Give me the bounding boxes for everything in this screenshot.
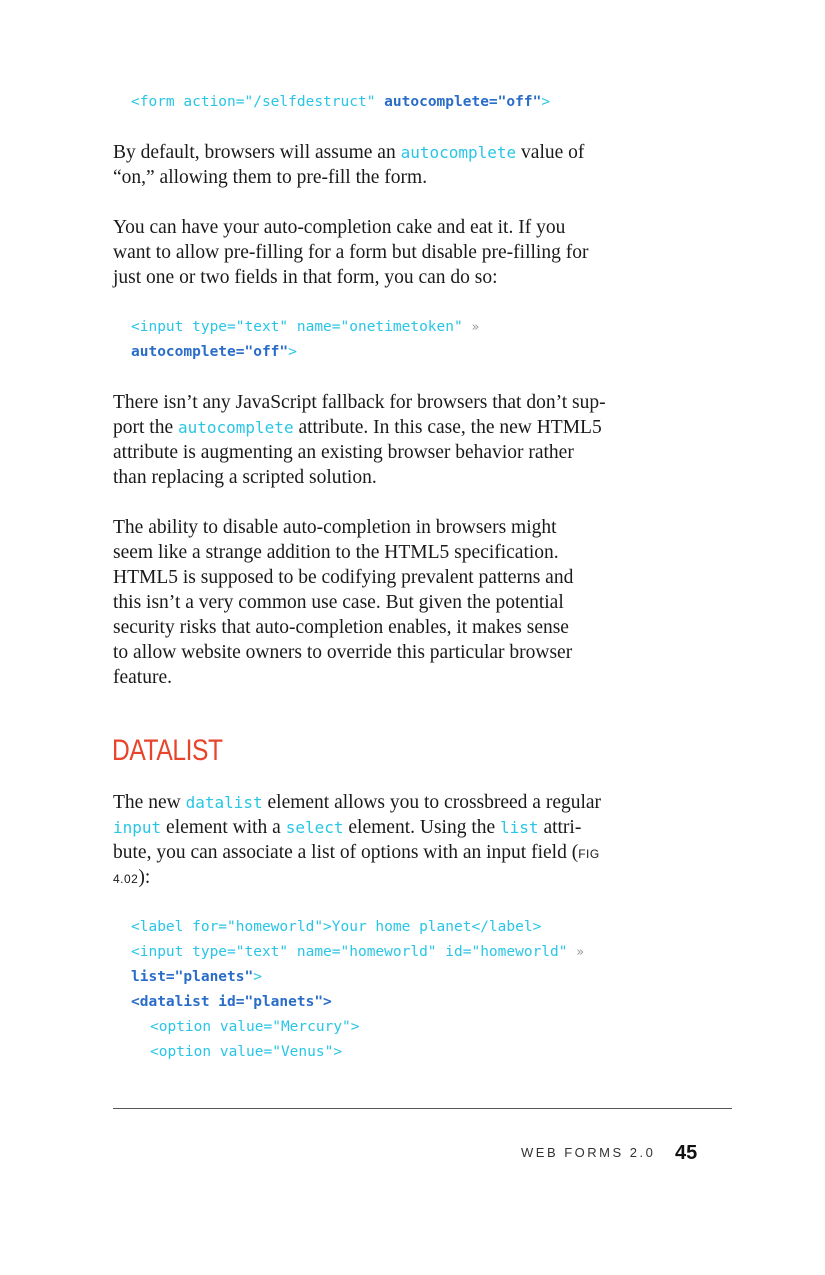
para1-line2: “on,” allowing them to pre-fill the form.	[113, 167, 428, 188]
para3-line3: attribute is augmenting an existing browser behavior rather	[113, 442, 574, 463]
code-close-bracket: >	[288, 344, 297, 360]
para4-line4: this isn’t a very common use case. But given the potential	[113, 592, 564, 613]
code-input-homeworld-line	[131, 944, 584, 960]
inline-code-autocomplete: autocomplete	[400, 143, 517, 162]
figure-number: 4.02	[113, 872, 139, 886]
code-autocomplete-off: autocomplete="off"	[131, 344, 289, 360]
running-footer-title: WEB FORMS 2.0	[521, 1145, 656, 1160]
para3-text-b: attribute. In this case, the new HTML5	[293, 417, 602, 438]
para5-line4	[113, 867, 150, 889]
inline-code-input: input	[113, 818, 162, 837]
para5-text-e: attri-	[538, 817, 582, 838]
code-input-line1	[131, 319, 479, 335]
code-close-bracket: >	[253, 969, 262, 985]
code-block-form	[131, 94, 550, 110]
para1-line1	[113, 142, 584, 164]
para5-line2	[113, 817, 581, 839]
para4-line7: feature.	[113, 667, 172, 688]
continuation-marker: »	[576, 945, 585, 960]
footer-rule	[113, 1108, 732, 1109]
para5-text-d: element. Using the	[343, 817, 501, 838]
para5-line1	[113, 792, 601, 814]
code-form-start: <form action="/selfdestruct"	[131, 94, 385, 110]
para4-line1: The ability to disable auto-completion in browsers might	[113, 517, 557, 538]
para4-line6: to allow website owners to override this particular browser	[113, 642, 573, 663]
code-list-attr-line	[131, 969, 262, 985]
para5-text-f: bute, you can associate a list of options with an input field (	[113, 842, 579, 863]
inline-code-autocomplete: autocomplete	[177, 418, 294, 437]
para5-text-g: ):	[138, 867, 151, 888]
para2-line3: just one or two fields in that form, you can do so:	[113, 267, 498, 288]
inline-code-list: list	[500, 818, 539, 837]
para4-line2: seem like a strange addition to the HTML5 specification.	[113, 542, 559, 563]
code-option-mercury: <option value="Mercury">	[150, 1019, 360, 1035]
para1-text-a: By default, browsers will assume an	[113, 142, 401, 163]
code-input-homeworld: <input type="text" name="homeworld" id="homeworld"	[131, 944, 577, 960]
code-option-venus: <option value="Venus">	[150, 1044, 343, 1060]
para2-line2: want to allow pre-filling for a form but disable pre-filling for	[113, 242, 589, 263]
para5-text-b: element allows you to crossbreed a regular	[262, 792, 602, 813]
para2-line1: You can have your auto-completion cake and eat it. If you	[113, 217, 566, 238]
inline-code-select: select	[285, 818, 344, 837]
code-list-planets: list="planets"	[131, 969, 254, 985]
code-autocomplete-off: autocomplete="off"	[384, 94, 542, 110]
para4-line3: HTML5 is supposed to be codifying prevalent patterns and	[113, 567, 574, 588]
page-number: 45	[675, 1142, 698, 1164]
inline-code-datalist: datalist	[185, 793, 263, 812]
section-heading: DATALIST	[112, 734, 223, 767]
code-datalist-open: <datalist id="planets">	[131, 994, 332, 1010]
para3-text-a: port the	[113, 417, 178, 438]
para5-line3	[113, 842, 600, 864]
code-input-line2	[131, 344, 297, 360]
para4-line5: security risks that auto-completion enables, it makes sense	[113, 617, 569, 638]
continuation-marker: »	[471, 320, 480, 335]
para5-text-c: element with a	[161, 817, 286, 838]
code-label-line: <label for="homeworld">Your home planet</label>	[131, 919, 542, 935]
para3-line4: than replacing a scripted solution.	[113, 467, 377, 488]
para1-text-b: value of	[516, 142, 585, 163]
para3-line1: There isn’t any JavaScript fallback for browsers that don’t sup-	[113, 392, 606, 413]
code-input-text: <input type="text" name="onetimetoken"	[131, 319, 472, 335]
para3-line2	[113, 417, 602, 439]
code-form-end: >	[541, 94, 551, 110]
figure-reference: FIG	[578, 847, 600, 861]
para5-text-a: The new	[113, 792, 186, 813]
